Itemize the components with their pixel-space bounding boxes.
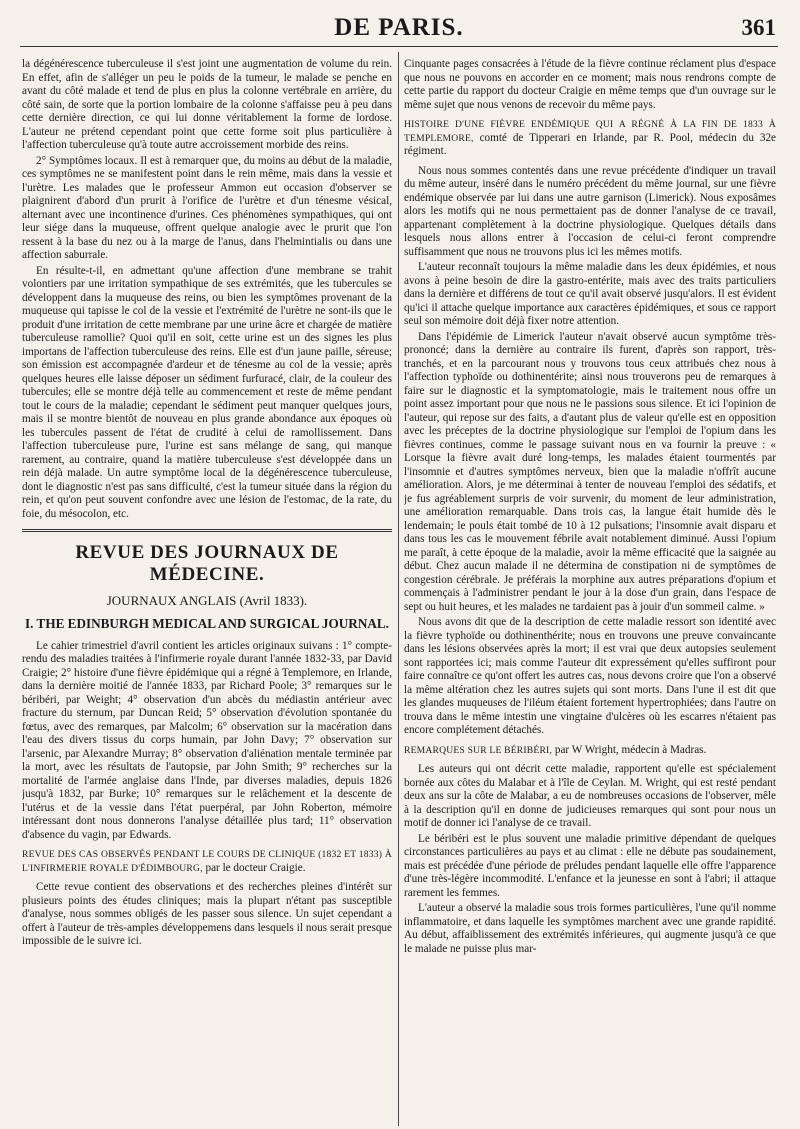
running-title: DE PARIS. (334, 14, 464, 41)
paragraph: Cinquante pages consacrées à l'étude de la fièvre continue réclament plus d'espace que nous ne pouvons en accorder en ce moment; mais nous rendrons compte de cette partie du rapport du docteur Craigie en même temps que d'un ouvrage sur le même sujet que nous venons de recevoir du même pays. (404, 58, 776, 111)
article-heading-text: REVUE DES CAS OBSERVÉS PENDANT LE COURS DE CLINIQUE (1832 ET 1833) À L'INFIRMERIE ROYALE D'ÉDIMBOURG, (22, 849, 392, 874)
page-number: 361 (741, 15, 776, 40)
left-column (22, 58, 392, 1124)
article-heading (404, 744, 776, 758)
article-heading (22, 848, 392, 875)
paragraph: Le béribéri est le plus souvent une maladie primitive dépendant de quelques circonstances particulières au pays et au climat : elle ne débute pas soudainement, mais est précédée d'une période de préludes pendant laquelle elle offre l'apparence d'une très-légère incommodité. L'enfance et la jeunesse en sont à l'abri; il attaque rarement les femmes. (404, 832, 776, 899)
paragraph: Dans l'épidémie de Limerick l'auteur n'avait observé aucun symptôme très-prononcé; dans la dernière au contraire ils furent, d'après son rapport, très-tranchés, et en la parcourant nous y trouvons tous ceux attribués chez nous à l'affection typhoïde ou dothinentérite; ainsi nous trouverons peu de remarques à faire sur le diagnostic et la symptomatologie, mais le traitement nous offre un point assez important pour que nous ne le passions sous silence. Et ici l'opinion de l'auteur, qui repose sur des faits, a d'autant plus de valeur qu'elle est en opposition avec les préceptes de la doctrine physiologique sur l'emploi de l'opium dans les fièvres continues, comme le passage suivant nous en va fournir la preuve : « Lorsque la fièvre avait duré long-temps, les malades étaient tourmentés par l'insomnie et d'autres symptômes nerveux, bien que la maladie n'offrît aucune amélioration. Alors, je me déterminai à tenter de nouveau l'emploi des sédatifs, et je fus agréablement surpris de voir survenir, du moment de leur administration, une amélioration remarquable. Dans trois cas, la langue était humide dès le lendemain; le pouls était tombé de 10 à 12 pulsations; l'insomnie avait disparu et dans tous les cas le mouvement fébrile avait notablement diminué. Aussi l'opium me paraît, à cette époque de la maladie, avoir la même efficacité que la saignée au début. Chez aucun malade il ne détermina de constipation ni de symptômes de congestion cérébrale. Je préférais la morphine aux autres préparations d'opium et commençais à l'administrer pendant le jour à la dose d'un grain, dans l'espace de sept ou huit heures, et les malades ne tardaient pas à jouir d'un sommeil calme. » (404, 330, 776, 613)
section-title: REVUE DES JOURNAUX DE MÉDECINE. (75, 542, 339, 585)
paragraph: Cette revue contient des observations et des recherches pleines d'intérêt sur plusieurs points des études cliniques; mais la plupart n'étant pas susceptible d'analyse, nous sommes obligés de les passer sous silence. Un sujet cependant a offert à l'auteur de très-amples développemens dans lesquels il nous serait presque impossible de le suivre ici. (22, 881, 392, 947)
paragraph: Les auteurs qui ont décrit cette maladie, rapportent qu'elle est spécialement bornée aux côtes du Malabar et à l'île de Ceylan. M. Wright, qui est resté pendant deux ans sur la côte de Malabar, a eu de nombreuses occasions de l'observer, mêle à la description qu'il en donne de judicieuses remarques qui sont pour nous un motif de donner ici l'analyse de ce travail. (404, 763, 776, 829)
article-heading-author: par W Wright, médecin à Madras. (552, 743, 707, 756)
section-rule (22, 531, 392, 532)
page-header (20, 6, 778, 47)
article-heading-author: comté de Tipperari en Irlande, par R. Pool, médecin du 32e régiment. (404, 131, 776, 157)
paragraph: 2° Symptômes locaux. Il est à remarquer que, du moins au début de la maladie, ces symptômes ne se manifestent point dans le rein même, mais dans la vessie et l'urètre. Les malades que le professeur Ammon eut occasion d'observer se plaignirent d'abord d'un prurit à l'orifice de l'urètre et d'un ténesme vésical, alternant avec une incontinence d'urines. Ces phénomènes sympathiques, qui ont leur siége dans la muqueuse, offrent quelque analogie avec le prurit que l'on ressent à la base du nez ou à la marge de l'anus, dans l'helmintialis ou dans une affection saburrale. (22, 154, 392, 261)
article-heading-text: REMARQUES SUR LE BÉRIBÉRI, (404, 744, 553, 756)
journal-title: I. THE EDINBURGH MEDICAL AND SURGICAL JOURNAL. (25, 615, 389, 631)
section-subtitle: JOURNAUX ANGLAIS (Avril 1833). (106, 593, 308, 608)
paragraph: Nous avons dit que de la description de cette maladie ressort son identité avec la fièvre typhoïde ou dothinenthérite; nous en trouvons une preuve convaincante dans les lésions observées après la mort; il est vrai que deux autopsies seulement sont rapportées ici; mais comme l'auteur dit expressément qu'elles suffiront pour faire connaître ce qu'ont offert les autres cas, nous devons croire que l'on a observé la même altération chez les autres sujets qui sont morts. Dans l'une il est dit que les glandes muqueuses de l'iléum étaient fortement hypertrophiées; dans l'autre on trouva dans le même intestin une vingtaine d'ulcères où les escarres n'étaient pas encore complétement détachés. (404, 616, 776, 736)
column-divider (398, 52, 399, 1126)
paragraph: Le cahier trimestriel d'avril contient les articles originaux suivans : 1° compte-rendu des maladies traitées à l'infirmerie royale durant l'année 1832-33, par David Craigie; 2° histoire d'une fièvre épidémique qui a régné à Templemore, en Irlande, dans la dernière moitié de l'année 1833, par Richard Poole; 3° remarques sur le béribéri, par Weight; 4° observation d'un abcès du médiastin antérieur avec fracture du sternum, par Duncan Reid; 5° observation d'évolution spontanée du fœtus, avec des remarques, par Malcolm; 6° observation sur la macération dans l'eau des divers tissus du corps humain, par John Davy; 7° observation sur l'arsenic, par Alexandre Murray; 8° observation d'aliénation mentale terminée par la mort, avec les résultats de l'autopsie, par John Smith; 9° recherches sur la mortalité de l'armée anglaise dans l'Inde, par diverses maladies, depuis 1826 jusqu'à 1832, par Burke; 10° remarques sur le relâchement et la descente de l'utérus et de la vessie dans l'état puerpéral, par John Roberton, mémoire intéressant dont nous donnerons l'analyse détaillée plus tard; 11° observation d'absence du vagin, par Edwards. (22, 639, 392, 841)
paragraph: Nous nous sommes contentés dans une revue précédente d'indiquer un travail du même auteur, inséré dans le numéro précédent du même journal, sur une fièvre endémique observée par lui dans une autre garnison (Limerick). Nous exposâmes alors les motifs qui ne nous permettaient pas de donner l'analyse de ce travail, appartenant complètement à la doctrine physiologique. Quelques détails dans lesquels nous allons entrer à l'occasion de celui-ci feront comprendre suffisamment que nous ne trouvons plus ici les mêmes motifs. (404, 164, 776, 258)
paragraph: L'auteur a observé la maladie sous trois formes particulières, l'une qu'il nomme inflammatoire, et dans laquelle les symptômes marchent avec une grande rapidité. Au début, affaiblissement des extrémités inférieures, qui augmente jusqu'à ce que le malade ne puisse plus mar- (404, 902, 776, 955)
article-heading-text: HISTOIRE D'UNE FIÈVRE ENDÉMIQUE QUI A RÉGNÉ À LA FIN DE 1833 À TEMPLEMORE, (404, 119, 776, 144)
right-column (404, 58, 776, 1124)
article-heading (404, 118, 776, 159)
paragraph: En résulte-t-il, en admettant qu'une affection d'une membrane se trahit volontiers par une irritation sympathique de ses extrémités, que les tubercules se développent dans la muqueuse des reins, ou bien les symptômes provenant de la muqueuse qui tapisse le col de la vessie et l'extrémité de l'urètre ne sont-ils que le produit d'une irritation de cette membrane par une urine âcre et chargée de matière tuberculeuse ramollie? Quoi qu'il en soit, cette urine est un des signes les plus importans de l'affection tuberculeuse des reins. Elle est d'un jaune paille, séreuse; son émission est accompagnée d'ardeur et de ténesme au col de la vessie; après quelques heures elle laisse déposer un sédiment furfuracé, clair, de la couleur des tubercules; elle se montre déjà telle au commencement et reste de même pendant tout le cours de la maladie; cependant le sédiment peut manquer quelques jours, mais il se montre bientôt de nouveau en plus grande abondance aux époques où les tubercules passent de l'état de crudité à celui de ramollissement. Dans l'affection tuberculeuse pure, l'urine est sans mélange de sang, qui manque rarement, au contraire, quand la matière tuberculeuse s'est développée dans un rein déjà malade. Un autre symptôme local de la dégénérescence tuberculeuse, dont le diagnostic n'est pas sans difficulté, c'est la tumeur située dans la région du rein, et qu'on peut souvent confondre avec une lésion de l'estomac, de la rate, du foie, du mésocolon, etc. (22, 264, 392, 520)
paragraph: L'auteur reconnaît toujours la même maladie dans les deux épidémies, et nous avons à peine besoin de dire la gastro-entérite, mais avec des traits particuliers dans la dernière et différens de tout ce qu'il avait observé jusqu'alors. Il est évident qu'ici il attache quelque importance aux caractères épidémiques, et sous ce rapport seul son mémoire doit déjà fixer notre attention. (404, 261, 776, 327)
paragraph: la dégénérescence tuberculeuse il s'est joint une augmentation de volume du rein. En effet, afin de s'alléger un peu le poids de la tumeur, le malade se penche en avant du côté malade et tend de plus en plus la colonne vertébrale en arrière, du côté sain, de sorte que la portion lombaire de la colonne s'affaisse peu à peu dans cette dernière direction, ce qui lui donne véritablement la forme de lordose. L'auteur ne prétend cependant point que cette forme soit plus particulière à l'affection tuberculeuse qu'à toute autre accroissement morbide des reins. (22, 58, 392, 151)
article-heading-author: par le docteur Craigie. (202, 861, 306, 874)
section-rule (22, 529, 392, 530)
